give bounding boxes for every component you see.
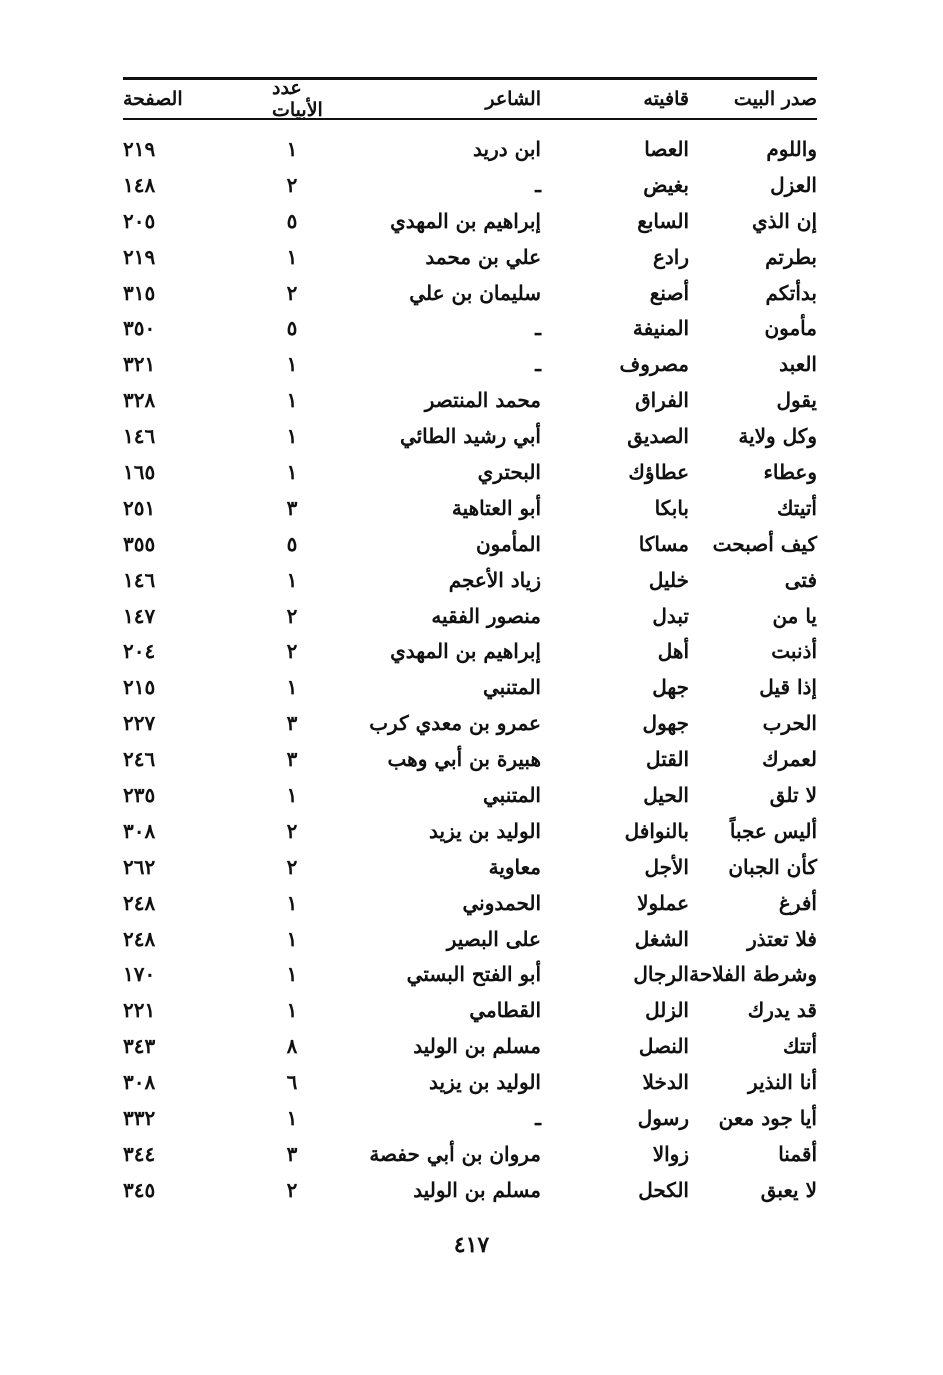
verse-cell: أتيتك <box>776 495 817 520</box>
header-page: الصفحة <box>123 88 183 110</box>
verse-cell: واللوم <box>766 136 817 161</box>
page-cell: ١٧٠ <box>123 962 156 987</box>
verse-cell: أقمنا <box>778 1141 817 1166</box>
page-cell: ٣٠٨ <box>123 1070 156 1095</box>
count-cell: ٥ <box>286 316 298 341</box>
verse-cell: قد يدرك <box>747 998 817 1023</box>
rhyme-cell: الشغل <box>634 926 689 951</box>
count-cell: ٣ <box>286 747 298 772</box>
page-cell: ٣٤٥ <box>123 1177 156 1202</box>
rhyme-cell: النصل <box>638 1034 689 1059</box>
table-row <box>123 956 817 992</box>
verse-cell: لعمرك <box>762 747 817 772</box>
verse-cell: لا تلق <box>769 782 817 807</box>
page-cell: ٣٢١ <box>123 352 156 377</box>
rhyme-cell: خليل <box>648 567 689 592</box>
count-cell: ٥ <box>286 531 298 556</box>
page-cell: ٣٥٠ <box>123 316 156 341</box>
count-cell: ١ <box>286 890 298 915</box>
poet-cell: منصور الفقيه <box>431 603 541 628</box>
page-cell: ٢٢٧ <box>123 711 156 736</box>
poet-cell: هبيرة بن أبي وهب <box>387 747 541 772</box>
rhyme-cell: جهول <box>642 711 689 736</box>
poet-cell: ـ <box>535 1105 541 1130</box>
count-cell: ١ <box>286 244 298 269</box>
poet-cell: أبو الفتح البستي <box>406 962 541 987</box>
count-cell: ٢ <box>286 280 298 305</box>
rhyme-cell: بالنوافل <box>624 818 689 843</box>
table-row <box>123 813 817 849</box>
count-cell: ٢ <box>286 1177 298 1202</box>
rhyme-cell: زوالا <box>652 1141 689 1166</box>
poet-cell: الوليد بن يزيد <box>429 818 541 843</box>
count-cell: ١ <box>286 1105 298 1130</box>
count-cell: ١ <box>286 352 298 377</box>
verse-cell: وعطاء <box>763 459 817 484</box>
rhyme-cell: رسول <box>637 1105 689 1130</box>
rhyme-cell: العصا <box>644 136 689 161</box>
header-poet: الشاعر <box>485 88 541 110</box>
count-cell: ٣ <box>286 495 298 520</box>
poet-cell: زياد الأعجم <box>448 567 541 592</box>
table-row <box>123 1028 817 1064</box>
table-row <box>123 418 817 454</box>
rhyme-cell: الفراق <box>635 388 689 413</box>
page-cell: ٢٢١ <box>123 998 156 1023</box>
poet-cell: الحمدوني <box>462 890 541 915</box>
poet-cell: إبراهيم بن المهدي <box>390 208 541 233</box>
table-row <box>123 131 817 167</box>
rhyme-cell: الأجل <box>644 854 689 879</box>
verse-cell: يقول <box>776 388 817 413</box>
poet-cell: علي بن محمد <box>425 244 541 269</box>
page-cell: ٢١٥ <box>123 675 156 700</box>
table-row <box>123 454 817 490</box>
rhyme-cell: الزلل <box>645 998 689 1023</box>
page-cell: ٣٤٣ <box>123 1034 156 1059</box>
verse-cell: مأمون <box>764 316 817 341</box>
page-cell: ٢٠٥ <box>123 208 156 233</box>
page-cell: ٣١٥ <box>123 280 156 305</box>
verse-cell: إن الذي <box>751 208 817 233</box>
page-cell: ٢٤٨ <box>123 890 156 915</box>
count-cell: ٣ <box>286 1141 298 1166</box>
page-cell: ٣٣٢ <box>123 1105 156 1130</box>
rhyme-cell: الكحل <box>638 1177 689 1202</box>
poet-cell: المتنبي <box>483 782 541 807</box>
table-row <box>123 705 817 741</box>
table-row <box>123 1100 817 1136</box>
count-cell: ١ <box>286 459 298 484</box>
count-cell: ١ <box>286 675 298 700</box>
verse-cell: أذنبت <box>771 639 817 664</box>
rhyme-cell: عطاؤك <box>628 459 689 484</box>
table-row <box>123 490 817 526</box>
verse-cell: بطرتم <box>765 244 817 269</box>
rhyme-cell: بابكا <box>654 495 689 520</box>
page-cell: ٢٤٨ <box>123 926 156 951</box>
page-cell: ١٤٧ <box>123 603 156 628</box>
verse-index-table <box>123 77 817 1208</box>
count-cell: ٣ <box>286 711 298 736</box>
poet-cell: إبراهيم بن المهدي <box>390 639 541 664</box>
header-count: عدد الأبيات <box>272 77 323 121</box>
rhyme-cell: الحيل <box>643 782 689 807</box>
poet-cell: ـ <box>535 172 541 197</box>
verse-cell: أتتك <box>782 1034 817 1059</box>
rhyme-cell: بغيض <box>643 172 689 197</box>
verse-cell: الحرب <box>762 711 817 736</box>
table-row <box>123 633 817 669</box>
rhyme-cell: الرجال <box>633 962 689 987</box>
page-cell: ١٤٦ <box>123 567 156 592</box>
count-cell: ٢ <box>286 172 298 197</box>
table-row <box>123 1172 817 1208</box>
table-row <box>123 203 817 239</box>
poet-cell: ابن دريد <box>473 136 541 161</box>
page-number: ٤١٧ <box>453 1232 490 1258</box>
verse-cell: لا يعبق <box>760 1177 817 1202</box>
verse-cell: أيا جود معن <box>718 1105 817 1130</box>
count-cell: ١ <box>286 782 298 807</box>
rhyme-cell: الصديق <box>627 424 689 449</box>
count-cell: ١ <box>286 136 298 161</box>
verse-cell: كيف أصبحت <box>712 531 817 556</box>
table-row <box>123 741 817 777</box>
verse-cell: فلا تعتذر <box>747 926 817 951</box>
rhyme-cell: الدخلا <box>642 1070 689 1095</box>
page-cell: ٢٦٢ <box>123 854 156 879</box>
page-cell: ٢٣٥ <box>123 782 156 807</box>
rhyme-cell: تبدل <box>652 603 689 628</box>
page-cell: ٣٤٤ <box>123 1141 156 1166</box>
page-cell: ٢٠٤ <box>123 639 156 664</box>
count-cell: ١ <box>286 998 298 1023</box>
rhyme-cell: رادع <box>652 244 689 269</box>
table-row <box>123 992 817 1028</box>
poet-cell: المأمون <box>475 531 541 556</box>
table-row <box>123 777 817 813</box>
count-cell: ١ <box>286 388 298 413</box>
poet-cell: أبو العتاهية <box>451 495 541 520</box>
count-cell: ١ <box>286 567 298 592</box>
table-row <box>123 239 817 275</box>
page-cell: ٢١٩ <box>123 136 156 161</box>
poet-cell: محمد المنتصر <box>424 388 541 413</box>
poet-cell: البحتري <box>477 459 541 484</box>
table-row <box>123 1136 817 1172</box>
poet-cell: أبي رشيد الطائي <box>399 424 541 449</box>
verse-cell: فتى <box>784 567 817 592</box>
poet-cell: مروان بن أبي حفصة <box>369 1141 541 1166</box>
count-cell: ٢ <box>286 639 298 664</box>
rhyme-cell: المنيفة <box>632 316 689 341</box>
rhyme-cell: أهل <box>657 639 689 664</box>
rhyme-cell: القتل <box>646 747 689 772</box>
table-row <box>123 1064 817 1100</box>
count-cell: ٨ <box>286 1034 298 1059</box>
verse-cell: أنا النذير <box>748 1070 817 1095</box>
verse-cell: بدأتكم <box>765 280 817 305</box>
header-rhyme: قافيته <box>643 88 689 110</box>
page-cell: ١٦٥ <box>123 459 156 484</box>
poet-cell: القطامي <box>469 998 541 1023</box>
poet-cell: ـ <box>535 352 541 377</box>
table-row <box>123 167 817 203</box>
page-cell: ٣٥٥ <box>123 531 156 556</box>
table-row <box>123 562 817 598</box>
table-header-row <box>123 77 817 121</box>
table-body <box>123 120 817 1208</box>
rhyme-cell: السابع <box>637 208 689 233</box>
count-cell: ١ <box>286 926 298 951</box>
header-verse: صدر البيت <box>733 88 817 110</box>
page-cell: ٢١٩ <box>123 244 156 269</box>
count-cell: ٢ <box>286 818 298 843</box>
count-cell: ٥ <box>286 208 298 233</box>
poet-cell: ـ <box>535 316 541 341</box>
verse-cell: أليس عجباً <box>729 818 817 843</box>
page-cell: ٢٤٦ <box>123 747 156 772</box>
verse-cell: أفرغ <box>778 890 817 915</box>
count-cell: ١ <box>286 962 298 987</box>
table-row <box>123 849 817 885</box>
table-row <box>123 598 817 634</box>
count-cell: ٢ <box>286 603 298 628</box>
verse-cell: إذا قيل <box>759 675 817 700</box>
table-row <box>123 382 817 418</box>
table-row <box>123 669 817 705</box>
rhyme-cell: مصروف <box>619 352 689 377</box>
rhyme-cell: أصنع <box>649 280 689 305</box>
page-cell: ٢٥١ <box>123 495 156 520</box>
poet-cell: على البصير <box>446 926 541 951</box>
table-row <box>123 275 817 311</box>
page-cell: ٣٢٨ <box>123 388 156 413</box>
poet-cell: مسلم بن الوليد <box>413 1034 541 1059</box>
poet-cell: المتنبي <box>483 675 541 700</box>
rhyme-cell: عملولا <box>637 890 689 915</box>
rhyme-cell: جهل <box>652 675 689 700</box>
count-cell: ٦ <box>286 1070 298 1095</box>
rhyme-cell: مساكا <box>638 531 689 556</box>
count-cell: ١ <box>286 424 298 449</box>
table-row <box>123 310 817 346</box>
verse-cell: وكل ولاية <box>738 424 817 449</box>
verse-cell: العبد <box>779 352 817 377</box>
poet-cell: سليمان بن علي <box>409 280 541 305</box>
poet-cell: عمرو بن معدي كرب <box>369 711 541 736</box>
poet-cell: الوليد بن يزيد <box>429 1070 541 1095</box>
verse-cell: العزل <box>770 172 817 197</box>
page-cell: ١٤٦ <box>123 424 156 449</box>
table-row <box>123 921 817 957</box>
verse-cell: كأن الجبان <box>728 854 817 879</box>
table-row <box>123 885 817 921</box>
poet-cell: مسلم بن الوليد <box>413 1177 541 1202</box>
page-cell: ٣٠٨ <box>123 818 156 843</box>
poet-cell: معاوية <box>488 854 541 879</box>
verse-cell: يا من <box>772 603 817 628</box>
count-cell: ٢ <box>286 854 298 879</box>
verse-cell: وشرطة الفلاحة <box>689 962 817 987</box>
table-row <box>123 526 817 562</box>
table-row <box>123 346 817 382</box>
page-cell: ١٤٨ <box>123 172 156 197</box>
